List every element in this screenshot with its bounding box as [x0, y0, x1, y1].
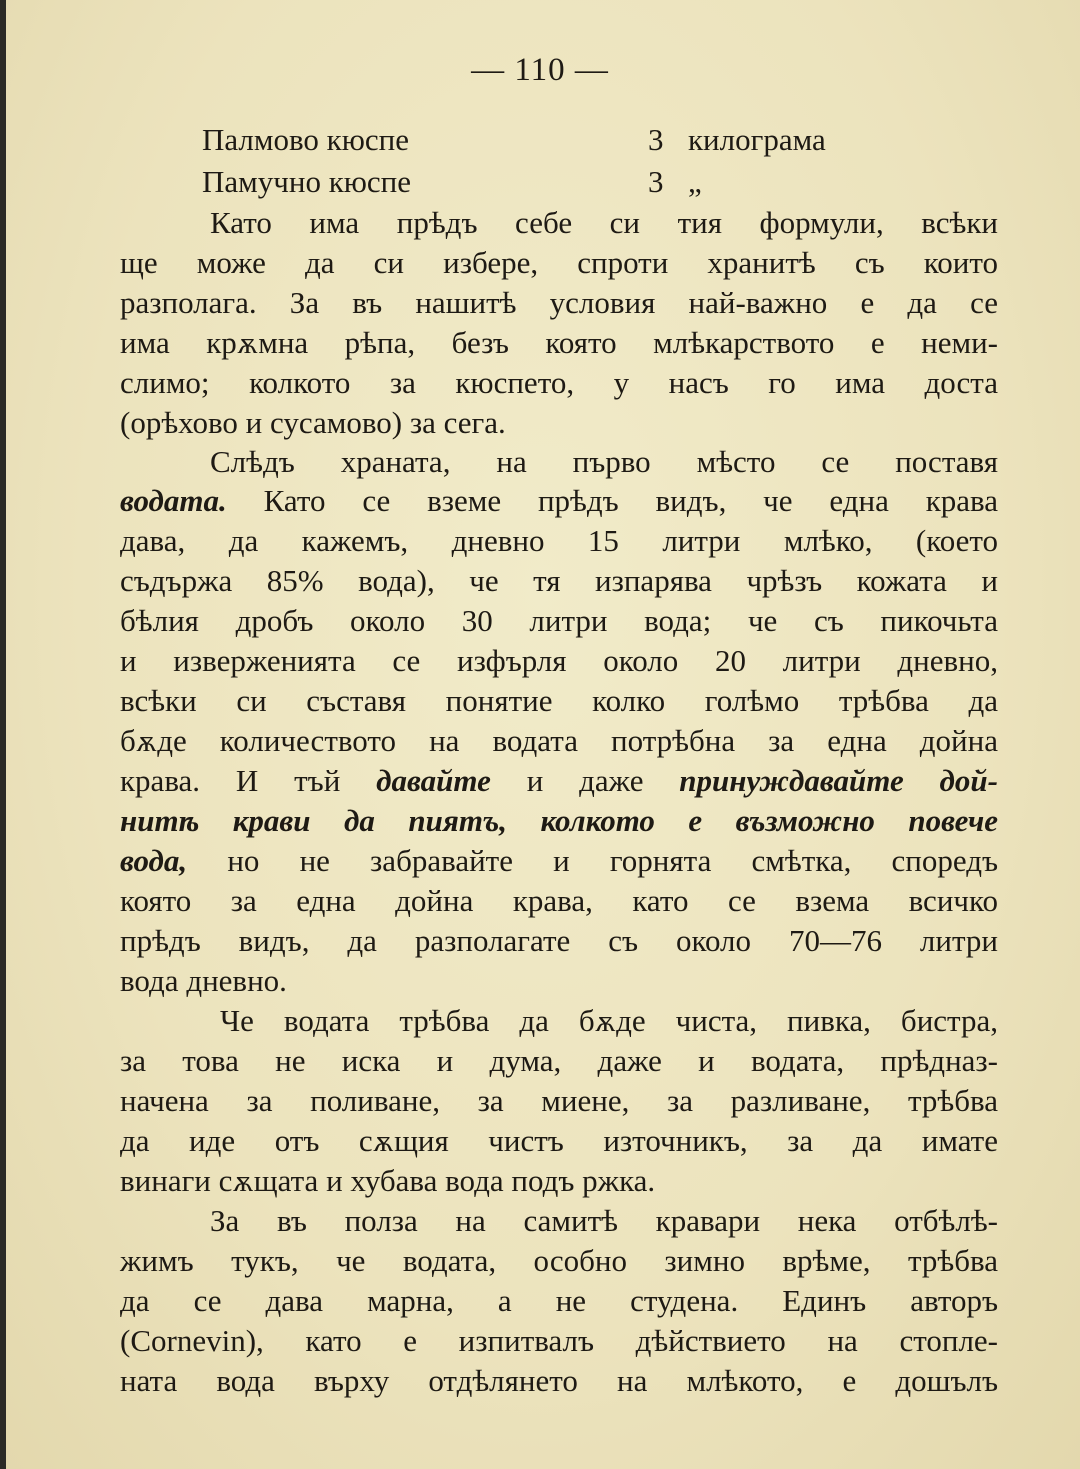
text-line: За въ полза на самитѣ кравари нека отбѣлѣ- [210, 1203, 998, 1238]
text-line-mixed [120, 481, 998, 521]
text-line: ще може да си избере, спроти хранитѣ съ които [120, 245, 998, 280]
text-line-mixed [120, 761, 998, 801]
feed-name: Палмово кюспе [202, 122, 410, 157]
text-line: прѣдъ видъ, да разполагате съ около 70—76 литри [120, 923, 998, 958]
emphasis: принуждавайте дой- [679, 763, 998, 798]
emphasis: давайте [376, 763, 491, 798]
text-line: има крѫмна рѣпа, безъ която млѣкарството е неми- [120, 325, 998, 360]
text-line: дава, да кажемъ, дневно 15 литри млѣко, (което [120, 523, 998, 558]
text-line [120, 801, 998, 841]
text-line: Че водата трѣбва да бѫде чиста, пивка, бистра, [220, 1003, 998, 1038]
feed-qty: 3 [648, 122, 664, 157]
text-line-mixed [120, 841, 998, 881]
feed-unit: килограма [688, 122, 826, 157]
feed-table-row [120, 120, 998, 160]
text-line: съдържа 85% вода), че тя изпарява чрѣзъ кожата и [120, 563, 998, 598]
feed-name: Памучно кюспе [202, 164, 412, 199]
text-line: вода дневно. [120, 963, 287, 998]
text-line: да се дава марна, а не студена. Единъ авторъ [120, 1283, 998, 1318]
emphasis: нитѣ крави да пиятъ, колкото е възможно повече [120, 803, 998, 838]
text-line: ната вода върху отдѣлянето на млѣкото, е дошълъ [120, 1363, 998, 1398]
page-edge-shadow [0, 0, 6, 1469]
text-line: жимъ тукъ, че водата, особно зимно врѣме, трѣбва [120, 1243, 998, 1278]
text-line: Като има прѣдъ себе си тия формули, всѣки [210, 205, 998, 240]
text-span: и даже [526, 763, 644, 798]
emphasis: вода, [120, 843, 188, 878]
text-line: (орѣхово и сусамово) за сега. [120, 405, 506, 440]
feed-qty: 3 [648, 164, 664, 199]
text-line: (Cornevin), като е изпитвалъ дѣйствието на стопле- [120, 1323, 998, 1358]
page-number: — 110 — [471, 52, 609, 88]
emphasis: водата. [120, 483, 227, 518]
text-line: разполага. За въ нашитѣ условия най-важно е да се [120, 285, 998, 320]
text-line: винаги сѫщата и хубава вода подъ ржка. [120, 1163, 656, 1198]
text-line: бѫде количеството на водата потрѣбна за една дойна [120, 723, 998, 758]
text-line: която за една дойна крава, като се взема всичко [120, 883, 998, 918]
text-line: начена за поливане, за миене, за разливане, трѣбва [120, 1083, 998, 1118]
text-line: бѣлия дробъ около 30 литри вода; че съ пикочьта [120, 603, 998, 638]
feed-table-row [120, 162, 998, 202]
text-line: слимо; колкото за кюспето, у насъ го има доста [120, 365, 998, 400]
text-line: Слѣдъ храната, на първо мѣсто се поставя [210, 444, 998, 479]
text-line: за това не иска и дума, даже и водата, прѣдназ- [120, 1043, 998, 1078]
text-line: всѣки си съставя понятие колко голѣмо трѣбва да [120, 683, 998, 718]
text-line: да иде отъ сѫщия чистъ източникъ, за да имате [120, 1123, 998, 1158]
text-span: но не забравайте и горнята смѣтка, споредъ [227, 843, 998, 878]
text-span: Като се вземе прѣдъ видъ, че една крава [263, 483, 999, 518]
feed-unit: „ [688, 164, 702, 199]
text-line: и изверженията се изфърля около 20 литри дневно, [120, 643, 998, 678]
text-span: крава. И тъй [120, 763, 341, 798]
